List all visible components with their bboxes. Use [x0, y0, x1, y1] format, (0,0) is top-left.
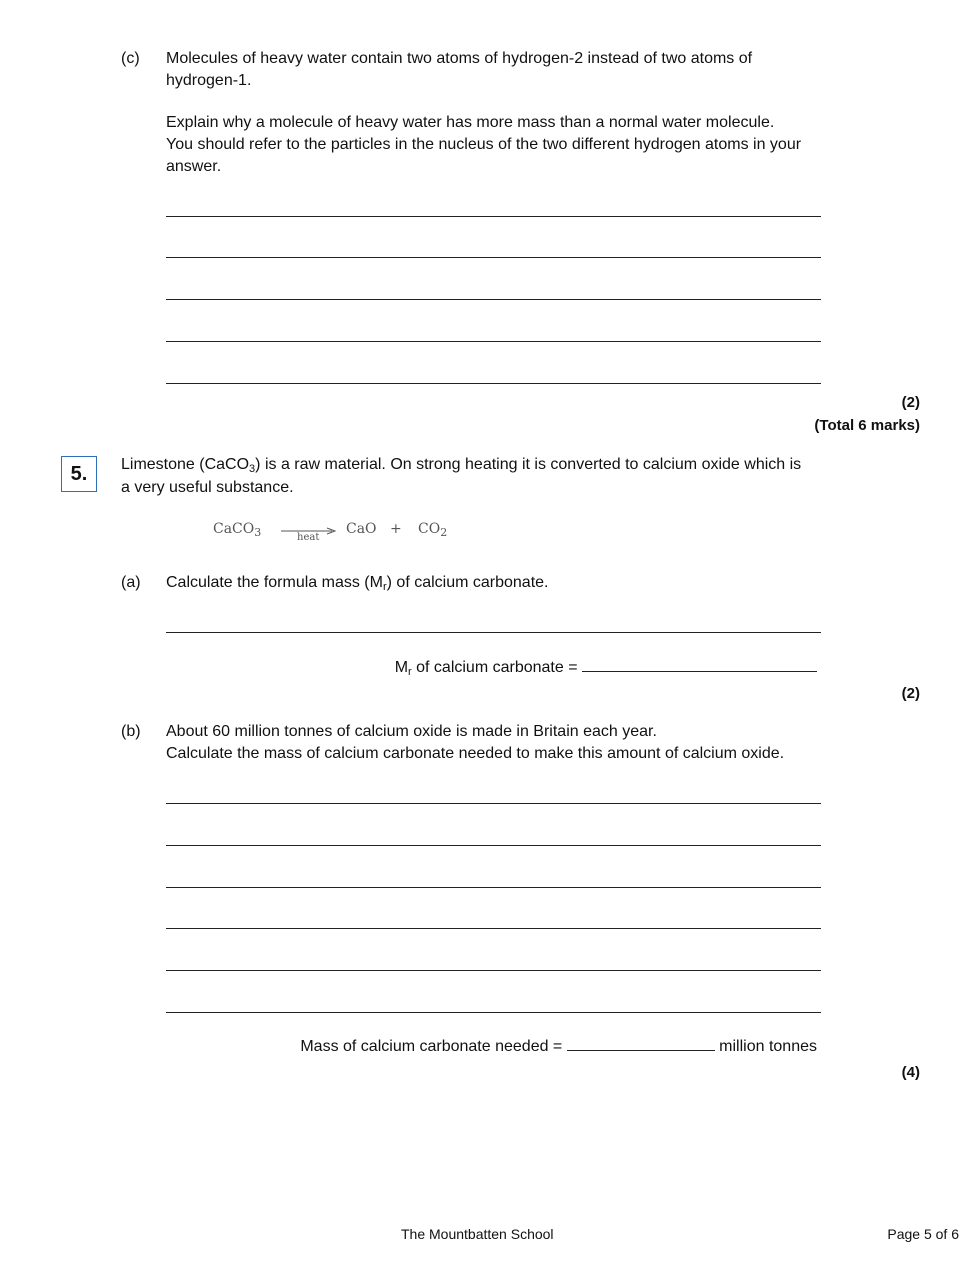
answer-line[interactable] [166, 383, 821, 384]
part-c-marks: (2) [901, 394, 920, 411]
answer-line[interactable] [166, 803, 821, 804]
part-b-question-line2: Calculate the mass of calcium carbonate needed to make this amount of calcium oxide. [166, 745, 785, 762]
equation-product1: CaO [346, 521, 377, 537]
question-number-box [61, 456, 97, 492]
answer-line[interactable] [166, 970, 821, 971]
part-c-prompt-line1: Explain why a molecule of heavy water has more mass than a normal water molecule. [166, 114, 775, 131]
footer-school: The Mountbatten School [401, 1226, 554, 1242]
part-a-question: Calculate the formula mass $(M_r)$ of calcium carbonate. [166, 574, 549, 593]
footer-page-number: Page 5 of 6 [887, 1226, 959, 1242]
part-a-label: (a) [121, 574, 141, 591]
total-marks: (Total 6 marks) [814, 417, 920, 434]
q5-intro-line1: Limestone (CaCO$_3$) is a raw material. On strong heating it is converted to calcium oxide which is [121, 456, 802, 475]
answer-line[interactable] [166, 299, 821, 300]
part-c-text-line1: Molecules of heavy water contain two atoms of hydrogen-2 instead of two atoms of [166, 50, 753, 67]
answer-line[interactable] [166, 887, 821, 888]
part-b-label: (b) [121, 723, 141, 740]
answer-line[interactable] [166, 845, 821, 846]
equation-plus: + [390, 521, 402, 537]
answer-line[interactable] [166, 632, 821, 633]
part-c-prompt-line2: You should refer to the particles in the nucleus of the two different hydrogen atoms in your [166, 136, 802, 153]
part-a-answer-row: $M_r$ of calcium carbonate = [395, 656, 817, 679]
answer-line[interactable] [166, 928, 821, 929]
q5-intro-line2: a very useful substance. [121, 479, 294, 496]
equation-product2: $CO_2$ [418, 521, 448, 539]
mass-answer-blank[interactable] [567, 1035, 715, 1051]
equation-condition: heat [297, 532, 320, 543]
part-c-prompt-line3: answer. [166, 158, 222, 175]
answer-line[interactable] [166, 1012, 821, 1013]
part-a-marks: (2) [901, 685, 920, 702]
equation-reactant: CaCO$_3$ [213, 521, 262, 539]
answer-line[interactable] [166, 257, 821, 258]
part-c-label: (c) [121, 50, 140, 67]
part-c-text-line2: hydrogen-1. [166, 72, 252, 89]
part-b-answer-row: Mass of calcium carbonate needed = million tonnes [300, 1035, 817, 1058]
answer-line[interactable] [166, 216, 821, 217]
answer-line[interactable] [166, 341, 821, 342]
mr-answer-blank[interactable] [582, 656, 817, 672]
part-b-question-line1: About 60 million tonnes of calcium oxide is made in Britain each year. [166, 723, 657, 740]
part-b-marks: (4) [901, 1064, 920, 1081]
question-number: 5. [70, 463, 88, 485]
